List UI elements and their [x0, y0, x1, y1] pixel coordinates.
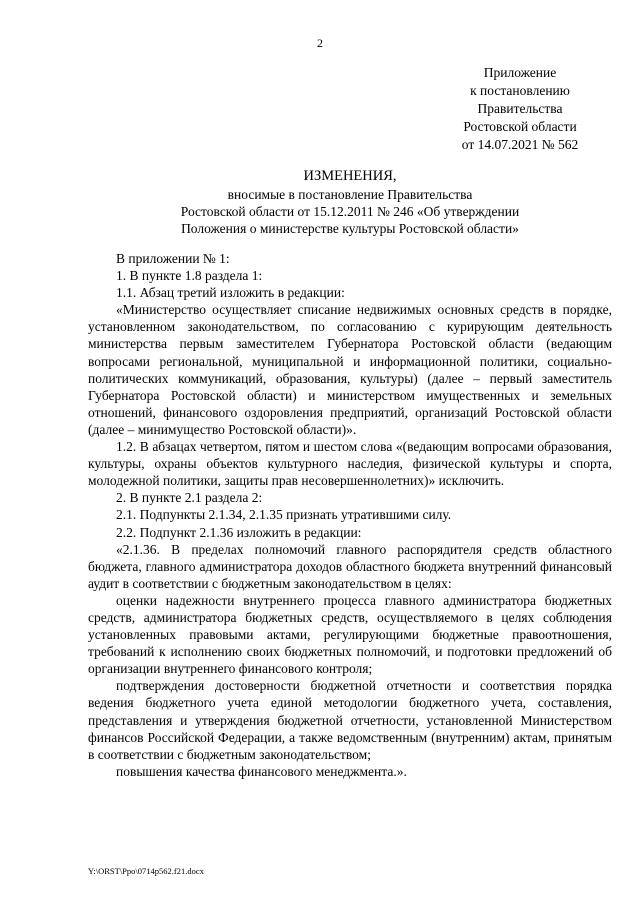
- paragraph: 1.2. В абзацах четвертом, пятом и шестом слова «(ведающим вопросами образования, культуры, охраны объектов культурного наследия, физической культуры и спорта, молодежной политики, защиты прав несовершеннолетних)» исключить.: [88, 439, 612, 489]
- appendix-line: к постановлению: [470, 83, 570, 98]
- document-title: [80, 166, 620, 237]
- appendix-line: Приложение: [483, 65, 557, 80]
- document-body: [88, 250, 612, 780]
- paragraph: 1. В пункте 1.8 раздела 1:: [116, 268, 263, 284]
- file-path-footer: Y:\ORST\Ppo\0714p562.f21.docx: [88, 866, 204, 876]
- page-number: 2: [317, 36, 323, 50]
- paragraph: 2. В пункте 2.1 раздела 2:: [116, 490, 263, 506]
- paragraph: оценки надежности внутреннего процесса главного администратора бюджетных средств, администратора бюджетных средств, осуществляемого в целях соблюдения установленных правовыми актами, регулирующими бюджетные правоотношения, требований к исполнению своих бюджетных полномочий, и подготовки предложений об организации внутреннего финансового контроля;: [88, 592, 612, 677]
- paragraph: В приложении № 1:: [116, 251, 230, 266]
- title-line: вносимые в постановление Правительства: [227, 187, 473, 202]
- paragraph: 2.1. Подпункты 2.1.34, 2.1.35 признать утратившими силу.: [116, 507, 452, 523]
- paragraph: подтверждения достоверности бюджетной отчетности и соответствия порядка ведения бюджетного учета единой методологии бюджетного учета, составления, представления и утверждения бюджетной отчетности, установленной Министерством финансов Российской Федерации, а также ведомственным (внутренним) актам, принятым в соответствии с бюджетным законодательством;: [88, 678, 612, 762]
- appendix-header: [420, 64, 620, 154]
- paragraph: «2.1.36. В пределах полномочий главного распорядителя средств областного бюджета, главного администратора доходов областного бюджета внутренний финансовый аудит в соответствии с бюджетным законодательством в целях:: [88, 541, 612, 591]
- paragraph: 2.2. Подпункт 2.1.36 изложить в редакции:: [116, 524, 362, 540]
- title-line: Положения о министерстве культуры Ростовской области»: [181, 221, 519, 236]
- title-heading: ИЗМЕНЕНИЯ,: [303, 168, 397, 184]
- appendix-line: Ростовской области: [463, 119, 577, 134]
- paragraph: «Министерство осуществляет списание недвижимых основных средств в порядке, установленном законодательством, по согласованию с курирующим деятельность министерства первым заместителем Губернатора Ростовской области (ведающим вопросами региональной, муниципальной и информационной политики, социально-политических коммуникаций, образования, культуры) (далее – первый заместитель Губернатора Ростовской области) и министерством имущественных и земельных отношений, финансового оздоровления предприятий, организаций Ростовской области (далее – минимущество Ростовской области)».: [88, 302, 612, 437]
- appendix-line: от 14.07.2021 № 562: [461, 137, 579, 152]
- appendix-line: Правительства: [477, 101, 563, 116]
- paragraph: повышения качества финансового менеджмента.».: [116, 763, 407, 779]
- title-line: Ростовской области от 15.12.2011 № 246 «Об утверждении: [180, 204, 520, 219]
- paragraph: 1.1. Абзац третий изложить в редакции:: [116, 285, 345, 301]
